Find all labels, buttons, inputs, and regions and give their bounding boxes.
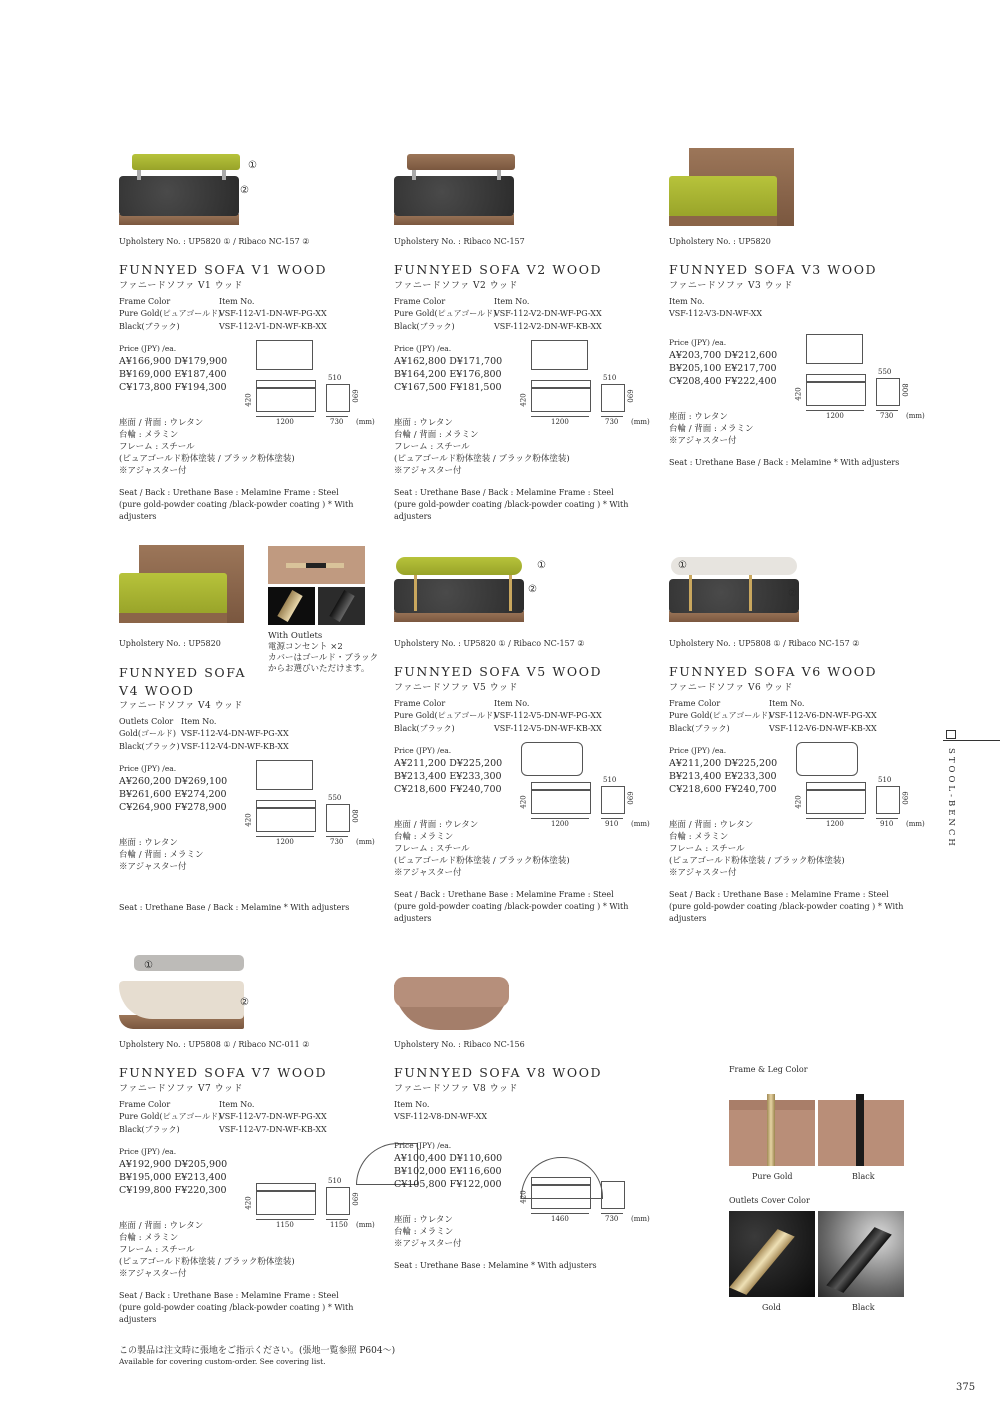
price-line: A¥260,200 D¥269,100 [119,776,228,787]
product-photo [394,955,524,1035]
dim-height: 420 [244,1196,253,1210]
product-subtitle: ファニードソファ V1 ウッド [119,281,243,291]
dim-top: 510 [603,776,617,784]
item-row [119,321,327,333]
price-line: A¥203,700 D¥212,600 [669,350,778,361]
dim-height-2: 690 [350,389,359,403]
dimension-drawing [519,1137,671,1237]
dim-height-2: 690 [900,791,909,805]
frame-color-header: Frame Color [119,1100,171,1109]
item-table-header [394,1099,429,1111]
item-row [119,308,327,320]
dim-depth: 730 [330,418,344,426]
dim-unit: (mm) [356,1221,375,1229]
v4-outlet-photo-top [268,546,365,584]
callout-one: ① [678,560,687,571]
spec-jp-line: 座面 / 背面 : ウレタン [119,418,204,428]
outlets-swatch-gold-label: Gold [762,1303,781,1312]
item-row [119,728,289,740]
dim-height: 420 [244,813,253,827]
item-row [669,710,877,722]
price-line: A¥211,200 D¥225,200 [669,758,778,769]
product-subtitle: ファニードソファ V2 ウッド [394,281,518,291]
item-code: VSF-112-V5-DN-WF-KB-XX [494,724,602,733]
frame-swatch-black-label: Black [852,1172,875,1181]
spec-jp-line: 台輪 : メラミン [394,1227,454,1237]
spec-en: Seat : Urethane Base / Back : Melamine Frame : Steel (pure gold-powder coating /black-powder coating ) * With adjusters [394,488,629,521]
v4-outlets-note [268,631,378,675]
item-code: VSF-112-V3-DN-WF-XX [669,309,763,318]
outlets-swatch-black-label: Black [852,1303,875,1312]
page-number: 375 [956,1382,976,1393]
item-code: VSF-112-V6-DN-WF-KB-XX [769,724,877,733]
dim-width: 1200 [276,418,294,426]
callout-two: ② [240,185,249,196]
callout-two: ② [240,997,249,1008]
price-line: C¥218,600 F¥240,700 [669,784,777,795]
dimension-drawing [794,334,946,434]
item-no-header: Item No. [494,297,530,306]
footer-note-en: Available for covering custom-order. See covering list. [119,1357,326,1366]
spec-en: Seat / Back : Urethane Base : Melamine Frame : Steel (pure gold-powder coating /black-powder coating ) * With adjusters [119,488,354,521]
item-table-header [119,296,254,308]
callout-one: ① [144,960,153,971]
item-no-header: Item No. [181,717,217,726]
product-subtitle: ファニードソファ V7 ウッド [119,1084,243,1094]
item-no-header: Item No. [219,297,255,306]
spec-jp-line: 座面 : ウレタン [669,412,728,422]
item-row [394,1111,487,1123]
item-code: VSF-112-V8-DN-WF-XX [394,1112,488,1121]
dim-height-2: 690 [625,389,634,403]
item-no-header: Item No. [769,699,805,708]
callout-one: ① [537,560,546,571]
dim-unit: (mm) [356,838,375,846]
upholstery-no: Upholstery No. : UP5808 ① / Ribaco NC-157 ② [669,639,860,648]
price-header: Price (JPY) /ea. [394,746,452,755]
product-title: FUNNYED SOFA V3 WOOD [669,262,878,277]
price-line: B¥195,000 E¥213,400 [119,1172,227,1183]
price-line: A¥192,900 D¥205,900 [119,1159,228,1170]
item-no-header: Item No. [394,1100,430,1109]
frame-color-header: Frame Color [119,297,171,306]
dim-width: 1200 [826,820,844,828]
frame-color-header: Frame Color [394,297,446,306]
price-line: B¥213,400 E¥233,300 [669,771,777,782]
item-color: Black(ブラック) [119,322,180,331]
dim-height: 420 [519,795,528,809]
spec-jp-line: 台輪 / 背面 : メラミン [394,430,479,440]
spec-jp-line: ※アジャスター付 [669,868,737,878]
frame-swatch-gold [729,1080,815,1166]
item-color: Pure Gold(ピュアゴールド) [119,309,222,318]
dim-depth: 730 [880,412,894,420]
dim-height-2: 690 [350,1192,359,1206]
item-color: Black(ブラック) [119,1125,180,1134]
price-header: Price (JPY) /ea. [119,764,177,773]
product-title: FUNNYED SOFA V8 WOOD [394,1065,603,1080]
upholstery-no: Upholstery No. : Ribaco NC-156 [394,1040,525,1049]
spec-jp-line: ※アジャスター付 [394,868,462,878]
product-title: FUNNYED SOFA V1 WOOD [119,262,328,277]
price-line: C¥208,400 F¥222,400 [669,376,777,387]
callout-two: ② [528,584,537,595]
upholstery-no: Upholstery No. : UP5820 ① / Ribaco NC-157 ② [119,237,310,246]
product-subtitle: ファニードソファ V3 ウッド [669,281,793,291]
item-code: VSF-112-V4-DN-WF-PG-XX [181,729,289,738]
item-table-header [669,296,704,308]
item-row [394,308,602,320]
upholstery-no: Upholstery No. : UP5820 ① / Ribaco NC-157 ② [394,639,585,648]
price-line: B¥261,600 E¥274,200 [119,789,227,800]
dim-unit: (mm) [356,418,375,426]
item-table-header [394,698,529,710]
dim-depth: 910 [880,820,894,828]
dim-unit: (mm) [906,820,925,828]
dim-width: 1460 [551,1215,569,1223]
dimension-drawing [244,340,396,440]
product-title: FUNNYED SOFA V2 WOOD [394,262,603,277]
item-code: VSF-112-V1-DN-WF-PG-XX [219,309,327,318]
item-table-header [394,296,529,308]
spec-jp-line: ※アジャスター付 [119,1269,187,1279]
upholstery-no: Upholstery No. : UP5820 [119,639,221,648]
side-tab-icon [946,730,956,739]
item-table-header [669,698,804,710]
item-table-header [119,716,216,728]
dimension-drawing [519,340,671,440]
callout-one: ① [248,160,257,171]
outlets-swatch-gold [729,1211,815,1297]
product-photo [394,148,524,228]
spec-jp-line: フレーム : スチール [669,844,745,854]
spec-en: Seat / Back : Urethane Base : Melamine Frame : Steel (pure gold-powder coating /black-powder coating ) * With adjusters [119,1291,354,1324]
dim-depth: 730 [330,838,344,846]
spec-jp-line: フレーム : スチール [119,442,195,452]
outlets-note-line: カバーはゴールド・ブラック [268,653,379,663]
dim-height-2: 800 [900,383,909,397]
dim-height: 420 [244,393,253,407]
product-photo [394,545,524,625]
dim-width: 1200 [551,418,569,426]
side-tab[interactable] [943,740,1000,880]
price-line: B¥213,400 E¥233,300 [394,771,502,782]
item-no-header: Item No. [494,699,530,708]
outlets-swatch-black [818,1211,904,1297]
item-row [119,1124,327,1136]
item-no-header: Item No. [219,1100,255,1109]
price-line: C¥167,500 F¥181,500 [394,382,502,393]
spec-jp-line: フレーム : スチール [119,1245,195,1255]
price-line: C¥173,800 F¥194,300 [119,382,227,393]
dim-height: 420 [519,393,528,407]
spec-en: Seat / Back : Urethane Base : Melamine Frame : Steel (pure gold-powder coating /black-powder coating ) * With adjusters [394,890,629,923]
product-photo [669,148,799,228]
dim-height: 420 [794,795,803,809]
upholstery-no: Upholstery No. : Ribaco NC-157 [394,237,525,246]
spec-jp-line: 台輪 : メラミン [394,832,454,842]
dim-unit: (mm) [631,418,650,426]
frame-swatch-gold-label: Pure Gold [752,1172,793,1181]
spec-en: Seat / Back : Urethane Base : Melamine Frame : Steel (pure gold-powder coating /black-powder coating ) * With adjusters [669,890,904,923]
item-code: VSF-112-V5-DN-WF-PG-XX [494,711,602,720]
product-photo [119,955,249,1035]
dimension-drawing [244,760,396,860]
price-header: Price (JPY) /ea. [394,1141,452,1150]
outlets-color-title: Outlets Cover Color [729,1196,810,1205]
spec-jp-line: 座面 : ウレタン [394,418,453,428]
dim-unit: (mm) [906,412,925,420]
product-title: FUNNYED SOFA V4 WOOD [119,665,247,698]
product-subtitle: ファニードソファ V4 ウッド [119,701,243,711]
side-tab-label: STOOL-BENCH [946,748,956,849]
dimension-drawing [794,742,946,842]
product-title: FUNNYED SOFA V5 WOOD [394,664,603,679]
spec-jp-line: 台輪 : メラミン [119,1233,179,1243]
item-code: VSF-112-V2-DN-WF-PG-XX [494,309,602,318]
price-header: Price (JPY) /ea. [119,344,177,353]
spec-en: Seat : Urethane Base : Melamine * With adjusters [394,1261,597,1270]
spec-jp-line: 台輪 : メラミン [119,430,179,440]
price-line: A¥162,800 D¥171,700 [394,356,503,367]
dim-height-2: 690 [625,791,634,805]
price-line: C¥264,900 F¥278,900 [119,802,227,813]
spec-jp-line: (ピュアゴールド粉体塗装 / ブラック粉体塗装) [669,856,845,866]
v4-outlet-photo-black [318,587,365,625]
outlets-note-line: からお選びいただけます。 [268,664,370,674]
price-line: B¥102,000 E¥116,600 [394,1166,502,1177]
spec-jp-line: 座面 / 背面 : ウレタン [669,820,754,830]
dim-top: 510 [328,374,342,382]
spec-jp-line: 台輪 / 背面 : メラミン [669,424,754,434]
spec-jp-line: ※アジャスター付 [119,862,187,872]
item-code: VSF-112-V7-DN-WF-KB-XX [219,1125,327,1134]
spec-jp-line: 座面 / 背面 : ウレタン [394,820,479,830]
item-row [119,741,289,753]
dim-width: 1200 [826,412,844,420]
dim-top: 510 [878,776,892,784]
item-color: Pure Gold(ピュアゴールド) [119,1112,222,1121]
spec-jp-line: フレーム : スチール [394,442,470,452]
dim-depth: 730 [605,418,619,426]
side-tab-rule [943,740,1000,741]
frame-color-header: Frame Color [394,699,446,708]
dim-height: 420 [519,1190,528,1204]
product-subtitle: ファニードソファ V6 ウッド [669,683,793,693]
spec-jp-line: ※アジャスター付 [669,436,737,446]
dim-top: 550 [878,368,892,376]
spec-jp-line: ※アジャスター付 [394,466,462,476]
dimension-drawing [519,742,671,842]
item-color: Black(ブラック) [394,322,455,331]
item-row [394,710,602,722]
item-code: VSF-112-V2-DN-WF-KB-XX [494,322,602,331]
spec-jp-line: 座面 : ウレタン [119,838,178,848]
item-table-header [119,1099,254,1111]
item-color: Pure Gold(ピュアゴールド) [394,309,497,318]
price-line: A¥211,200 D¥225,200 [394,758,503,769]
spec-jp-line: 座面 : ウレタン [394,1215,453,1225]
upholstery-no: Upholstery No. : UP5820 [669,237,771,246]
outlets-note-line: 電源コンセント ×2 [268,642,343,652]
frame-color-title: Frame & Leg Color [729,1065,808,1074]
spec-en: Seat : Urethane Base / Back : Melamine * With adjusters [119,903,350,912]
product-title: FUNNYED SOFA V6 WOOD [669,664,878,679]
spec-jp-line: ※アジャスター付 [119,466,187,476]
item-color: Black(ブラック) [394,724,455,733]
item-color: Black(ブラック) [669,724,730,733]
item-color: Gold(ゴールド) [119,729,176,738]
price-header: Price (JPY) /ea. [394,344,452,353]
dim-height: 420 [794,387,803,401]
spec-jp-line: 台輪 : メラミン [669,832,729,842]
product-subtitle: ファニードソファ V5 ウッド [394,683,518,693]
dim-top: 510 [328,1177,342,1185]
dim-depth: 1150 [330,1221,348,1229]
spec-jp-line: (ピュアゴールド粉体塗装 / ブラック粉体塗装) [394,454,570,464]
item-row [669,308,762,320]
dimension-drawing [244,1143,396,1243]
price-line: C¥199,800 F¥220,300 [119,1185,227,1196]
dim-width: 1200 [551,820,569,828]
dim-width: 1150 [276,1221,294,1229]
item-color: Pure Gold(ピュアゴールド) [394,711,497,720]
dim-unit: (mm) [631,820,650,828]
footer-note-jp: この製品は注文時に張地をご指示ください。(張地一覧参照 P604〜) [119,1346,396,1356]
spec-jp-line: フレーム : スチール [394,844,470,854]
price-header: Price (JPY) /ea. [669,746,727,755]
product-photo [669,545,799,625]
price-line: B¥205,100 E¥217,700 [669,363,777,374]
dim-top: 510 [603,374,617,382]
spec-jp-line: (ピュアゴールド粉体塗装 / ブラック粉体塗装) [119,1257,295,1267]
item-row [394,723,602,735]
price-line: A¥100,400 D¥110,600 [394,1153,503,1164]
item-row [119,1111,327,1123]
spec-jp-line: (ピュアゴールド粉体塗装 / ブラック粉体塗装) [119,454,295,464]
price-line: C¥105,800 F¥122,000 [394,1179,502,1190]
frame-color-header: Outlets Color [119,717,174,726]
price-header: Price (JPY) /ea. [119,1147,177,1156]
item-color: Black(ブラック) [119,742,180,751]
price-header: Price (JPY) /ea. [669,338,727,347]
item-code: VSF-112-V7-DN-WF-PG-XX [219,1112,327,1121]
spec-jp-line: 座面 / 背面 : ウレタン [119,1221,204,1231]
dim-width: 1200 [276,838,294,846]
dim-unit: (mm) [631,1215,650,1223]
product-photo [119,545,249,625]
spec-jp-line: ※アジャスター付 [394,1239,462,1249]
v4-outlet-photo-gold [268,587,315,625]
spec-en: Seat : Urethane Base / Back : Melamine * With adjusters [669,458,900,467]
item-row [394,321,602,333]
upholstery-no: Upholstery No. : UP5808 ① / Ribaco NC-011 ② [119,1040,310,1049]
price-line: B¥169,000 E¥187,400 [119,369,227,380]
dim-top: 550 [328,794,342,802]
frame-color-header: Frame Color [669,699,721,708]
item-code: VSF-112-V4-DN-WF-KB-XX [181,742,289,751]
spec-jp-line: 台輪 / 背面 : メラミン [119,850,204,860]
price-line: B¥164,200 E¥176,800 [394,369,502,380]
product-title: FUNNYED SOFA V7 WOOD [119,1065,328,1080]
item-code: VSF-112-V1-DN-WF-KB-XX [219,322,327,331]
callout-two: ② [788,588,797,599]
price-line: C¥218,600 F¥240,700 [394,784,502,795]
item-code: VSF-112-V6-DN-WF-PG-XX [769,711,877,720]
spec-jp-line: (ピュアゴールド粉体塗装 / ブラック粉体塗装) [394,856,570,866]
product-photo [119,148,249,228]
item-row [669,723,877,735]
dim-depth: 910 [605,820,619,828]
product-subtitle: ファニードソファ V8 ウッド [394,1084,518,1094]
dim-height-2: 800 [350,809,359,823]
price-line: A¥166,900 D¥179,900 [119,356,228,367]
dim-depth: 730 [605,1215,619,1223]
outlets-note-line: With Outlets [268,631,323,641]
item-no-header: Item No. [669,297,705,306]
item-color: Pure Gold(ピュアゴールド) [669,711,772,720]
frame-swatch-black [818,1080,904,1166]
